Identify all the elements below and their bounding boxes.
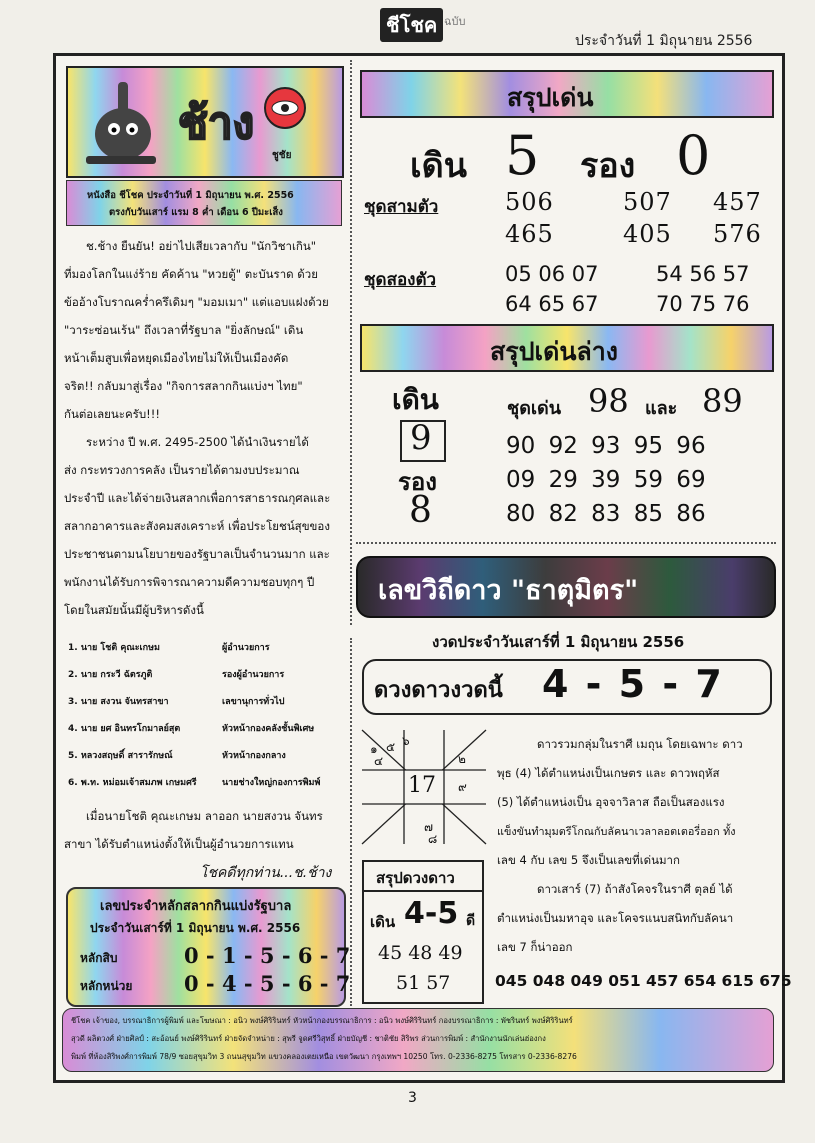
set2-nums: 05 06 07	[505, 262, 599, 286]
set2-nums: 54 56 57	[656, 262, 750, 286]
staff-name: 2. นาย กระวี ฉัตรภูติ	[68, 670, 153, 680]
rong-label: รอง	[580, 146, 636, 186]
article-line: ช.ช้าง ยืนยัน! อย่าไปเสียเวลากับ "นักวิชาเกิน"	[86, 239, 317, 253]
desc-line: ตำแหน่งเป็นมหาอุจ และโคจรแนบสนิทกับลัคนา	[497, 911, 734, 925]
set-a: 98	[588, 382, 629, 420]
star-label: ดวงดาวงวดนี้	[374, 678, 503, 703]
credits-footer	[62, 1008, 774, 1072]
staff-row	[68, 640, 344, 667]
staff-row	[68, 775, 344, 802]
star-title-bar	[356, 556, 776, 618]
lottery-row-label: หลักหน่วย	[80, 979, 133, 993]
chart-num: ๕	[386, 740, 396, 754]
din-label: เดิน	[410, 146, 467, 186]
lottery-box-date: ประจำวันเสาร์ที่ 1 มิถุนายน พ.ศ. 2556	[90, 921, 301, 935]
header-date: ประจำวันที่ 1 มิถุนายน 2556	[575, 33, 753, 49]
star-value-box	[362, 659, 772, 715]
article-line: ประจำปี และได้จ่ายเงินสลากเพื่อการสาธารณกุศลและ	[64, 491, 331, 505]
star-title: เลขวิถีดาว "ธาตุมิตร"	[378, 575, 639, 606]
draw-date: งวดประจำวันเสาร์ที่ 1 มิถุนายน 2556	[432, 633, 685, 651]
din-value: 5	[505, 124, 540, 187]
staff-role: รองผู้อำนวยการ	[222, 670, 285, 680]
summary-star-box	[362, 860, 484, 1004]
article-line: ประชาชนตามนโยบายของรัฐบาลเป็นจำนวนมาก และ	[64, 547, 330, 561]
article-line: ระหว่าง ปี พ.ศ. 2495-2500 ได้นำเงินรายได้	[86, 435, 309, 449]
low-rong-label: รอง	[398, 468, 438, 496]
masthead-logo: ชีโชค	[380, 8, 443, 42]
chart-num: ๑	[370, 742, 378, 756]
desc-line: เลข 7 ก็น่าออก	[497, 940, 573, 954]
set-b: 89	[702, 382, 743, 420]
chart-num: ๒	[458, 752, 466, 766]
summary-star-title: สรุปดวงดาว	[376, 869, 455, 887]
issue-line-1: หนังสือ ชีโชค ประจำวันที่ 1 มิถุนายน พ.ศ. 2556	[87, 190, 294, 201]
desc-line: เลข 4 กับ เลข 5 จึงเป็นเลขที่เด่นมาก	[497, 853, 680, 867]
article-line: เมื่อนายโชติ คุณะเกษม ลาออก นายสงวน จันทร	[86, 809, 323, 823]
masthead-sub: ฉบับ	[444, 15, 466, 28]
low-din-value: 9	[410, 418, 432, 458]
low-title-bar	[360, 324, 774, 372]
left-banner	[66, 66, 344, 178]
summary-di: ดี	[466, 913, 476, 929]
eye-emblem-icon	[263, 86, 307, 130]
summary-nums: 45 48 49	[378, 942, 463, 964]
chart-num: ๔	[374, 754, 384, 768]
article-line: หน้าเต็มสูบเพื่อหยุดเมืองไทยไม่ให้เป็นเมืองคัด	[64, 351, 289, 365]
low-rong-value: 8	[409, 490, 432, 531]
article-line: "วาระซ่อนเร้น" ถึงเวลาที่รัฐบาล "ยิ่งลักษณ์" เดิน	[64, 323, 304, 337]
page-number: 3	[408, 1090, 417, 1106]
set3-num: 457	[713, 188, 762, 216]
desc-line: ดาวรวมกลุ่มในราศี เมถุน โดยเฉพาะ ดาว	[537, 737, 743, 751]
lottery-row-value: 0 - 4 - 5 - 6 - 7	[184, 971, 351, 996]
credits-line: ชีโชค เจ้าของ, บรรณาธิการผู้พิมพ์ และโฆษณา : อนิว พงษ์ศิริรินทร์ หัวหน้ากองบรรณาธิการ : อนิว พงษ์ศิริรินทร์ กองบรรณาธิการ : พัชรินทร์ พงษ์ศิริรินทร์	[71, 1016, 573, 1025]
low-row: 80 82 83 85 86	[506, 501, 706, 527]
staff-row	[68, 748, 344, 775]
lottery-box-title: เลขประจำหลักสลากกินแบ่งรัฐบาล	[100, 899, 292, 914]
lottery-row-value: 0 - 1 - 5 - 6 - 7	[184, 943, 351, 968]
article-line: ข้ออ้างโบราณคร่ำครึเดิมๆ "มอมเมา" แต่แอบแฝงด้วย	[64, 295, 329, 309]
chart-num: ๖	[402, 734, 410, 748]
article-body-2	[64, 802, 344, 858]
chart-num: ๘	[428, 832, 438, 846]
set3-num: 507	[623, 188, 672, 216]
article-line: จริต!! กลับมาสู่เรื่อง "กิจการสลากกินแบ่งฯ ไทย"	[64, 379, 303, 393]
set2-nums: 70 75 76	[656, 292, 750, 316]
set-and: และ	[645, 398, 678, 419]
staff-role: นายช่างใหญ่กองการพิมพ์	[222, 778, 321, 788]
credits-line: พิมพ์ ที่ห้องสิริพงศ์การพิมพ์ 78/9 ซอยสุขุมวิท 3 ถนนสุขุมวิท แขวงคลองเตยเหนือ เขตวัฒนา กรุงเทพฯ 10250 โทร. 0-2336-8275 โทรสาร 0-2336-8276	[71, 1052, 577, 1061]
set2-label: ชุดสองตัว	[364, 270, 437, 290]
staff-list	[68, 640, 344, 802]
staff-row	[68, 667, 344, 694]
low-row: 09 29 39 59 69	[506, 467, 706, 493]
staff-role: ผู้อำนวยการ	[222, 643, 270, 653]
staff-name: 5. หลวงสฤษดิ์ สารารักษณ์	[68, 751, 173, 761]
low-row: 90 92 93 95 96	[506, 433, 706, 459]
low-din-label: เดิน	[392, 383, 439, 416]
staff-row	[68, 694, 344, 721]
article-line: โดยในสมัยนั้นมีผู้บริหารดังนี้	[64, 603, 204, 617]
credits-line: สุวดี ผลิตวงศ์ ฝ่ายศิลป์ : สะอ้อนย์ พงษ์ศิริรินทร์ ฝ่ายจัดจำหน่าย : สุพรี จูดศรีวิสุทธิ์ ฝ่ายบัญชี : ชาติชัย สิริพร ส่วนการพิมพ์ : สำนักงานนักเล่นฮ่องกง	[71, 1034, 546, 1043]
issue-box	[66, 180, 342, 226]
banner-sub: ชูชัย	[272, 150, 292, 161]
staff-role: หัวหน้ากองกลาง	[222, 751, 286, 761]
desc-line: ดาวเสาร์ (7) ถ้าสังโคจรในราศี ตุลย์ ได้	[537, 882, 733, 896]
summary-rule	[364, 890, 482, 892]
lottery-row-label: หลักสิบ	[80, 951, 118, 965]
set-label: ชุดเด่น	[507, 398, 562, 419]
set3-label: ชุดสามตัว	[364, 197, 439, 217]
issue-line-2: ตรงกับวันเสาร์ แรม 8 ค่ำ เดือน 6 ปีมะเส็ง	[109, 207, 283, 218]
set3-num: 506	[505, 188, 554, 216]
numbers-line: 045 048 049 051 457 654 615 675	[495, 972, 792, 990]
article-body	[64, 232, 344, 624]
set2-nums: 64 65 67	[505, 292, 599, 316]
rong-value: 0	[676, 124, 711, 187]
staff-name: 1. นาย โชติ คุณะเกษม	[68, 643, 160, 653]
staff-role: หัวหน้ากองคลังชั้นพิเศษ	[222, 724, 315, 734]
summary-nums: 51 57	[396, 972, 451, 994]
low-title: สรุปเด่นล่าง	[490, 337, 618, 366]
desc-line: พุธ (4) ได้ตำแหน่งเป็นเกษตร และ ดาวพฤหัส	[497, 766, 720, 780]
staff-name: 4. นาย ยศ อินทรโกมาลย์สุต	[68, 724, 181, 734]
chart-center: 17	[408, 773, 436, 798]
staff-row	[68, 721, 344, 748]
elephant-cartoon-icon	[78, 74, 168, 170]
set3-num: 576	[713, 220, 762, 248]
article-line: กันต่อเลยนะครับ!!!	[64, 407, 160, 421]
star-value: 4 - 5 - 7	[542, 662, 724, 706]
chart-num: ๗	[424, 820, 434, 834]
article-line: สาขา ได้รับตำแหน่งตั้งให้เป็นผู้อำนวยการแทน	[64, 837, 294, 851]
section-separator	[356, 542, 776, 544]
article-line: พนักงานได้รับการพิจารณาความดีความชอบทุกๆ ปี	[64, 575, 315, 589]
summary-title-bar	[360, 70, 774, 118]
chart-num: ๙	[458, 780, 467, 794]
staff-name: 3. นาย สงวน จันทรสาขา	[68, 697, 169, 707]
staff-name: 6. พ.ท. หม่อมเจ้าสมภพ เกษมศรี	[68, 778, 197, 788]
article-line: สลากอาคารและสังคมสงเคราะห์ เพื่อประโยชน์สุขของ	[64, 519, 330, 533]
set3-num: 405	[623, 220, 672, 248]
desc-line: แข็งขันทำมุมตรีโกณกับลัคนาเวลาลอตเตอรี่ออก ทั้ง	[497, 825, 736, 838]
column-divider	[350, 60, 352, 625]
summary-title: สรุปเด่น	[507, 83, 594, 112]
summary-din: เดิน	[370, 913, 396, 931]
banner-title: ช้าง	[178, 98, 255, 149]
desc-line: (5) ได้ตำแหน่งเป็น อุจจาวิลาส ถือเป็นสองแรง	[497, 795, 725, 809]
set3-num: 465	[505, 220, 554, 248]
summary-value: 4-5	[404, 896, 459, 931]
lottery-box	[66, 887, 351, 1007]
article-line: ส่ง กระทรวงการคลัง เป็นรายได้ตามงบประมาณ	[64, 463, 300, 477]
signoff: โชคดีทุกท่าน...ช.ช้าง	[200, 865, 332, 881]
star-desc	[497, 730, 771, 962]
staff-role: เลขานุการทั่วไป	[222, 697, 285, 707]
article-line: ที่มองโลกในแง่ร้าย คัดค้าน "หวยตู้" ตะบันราด ด้วย	[64, 267, 318, 281]
